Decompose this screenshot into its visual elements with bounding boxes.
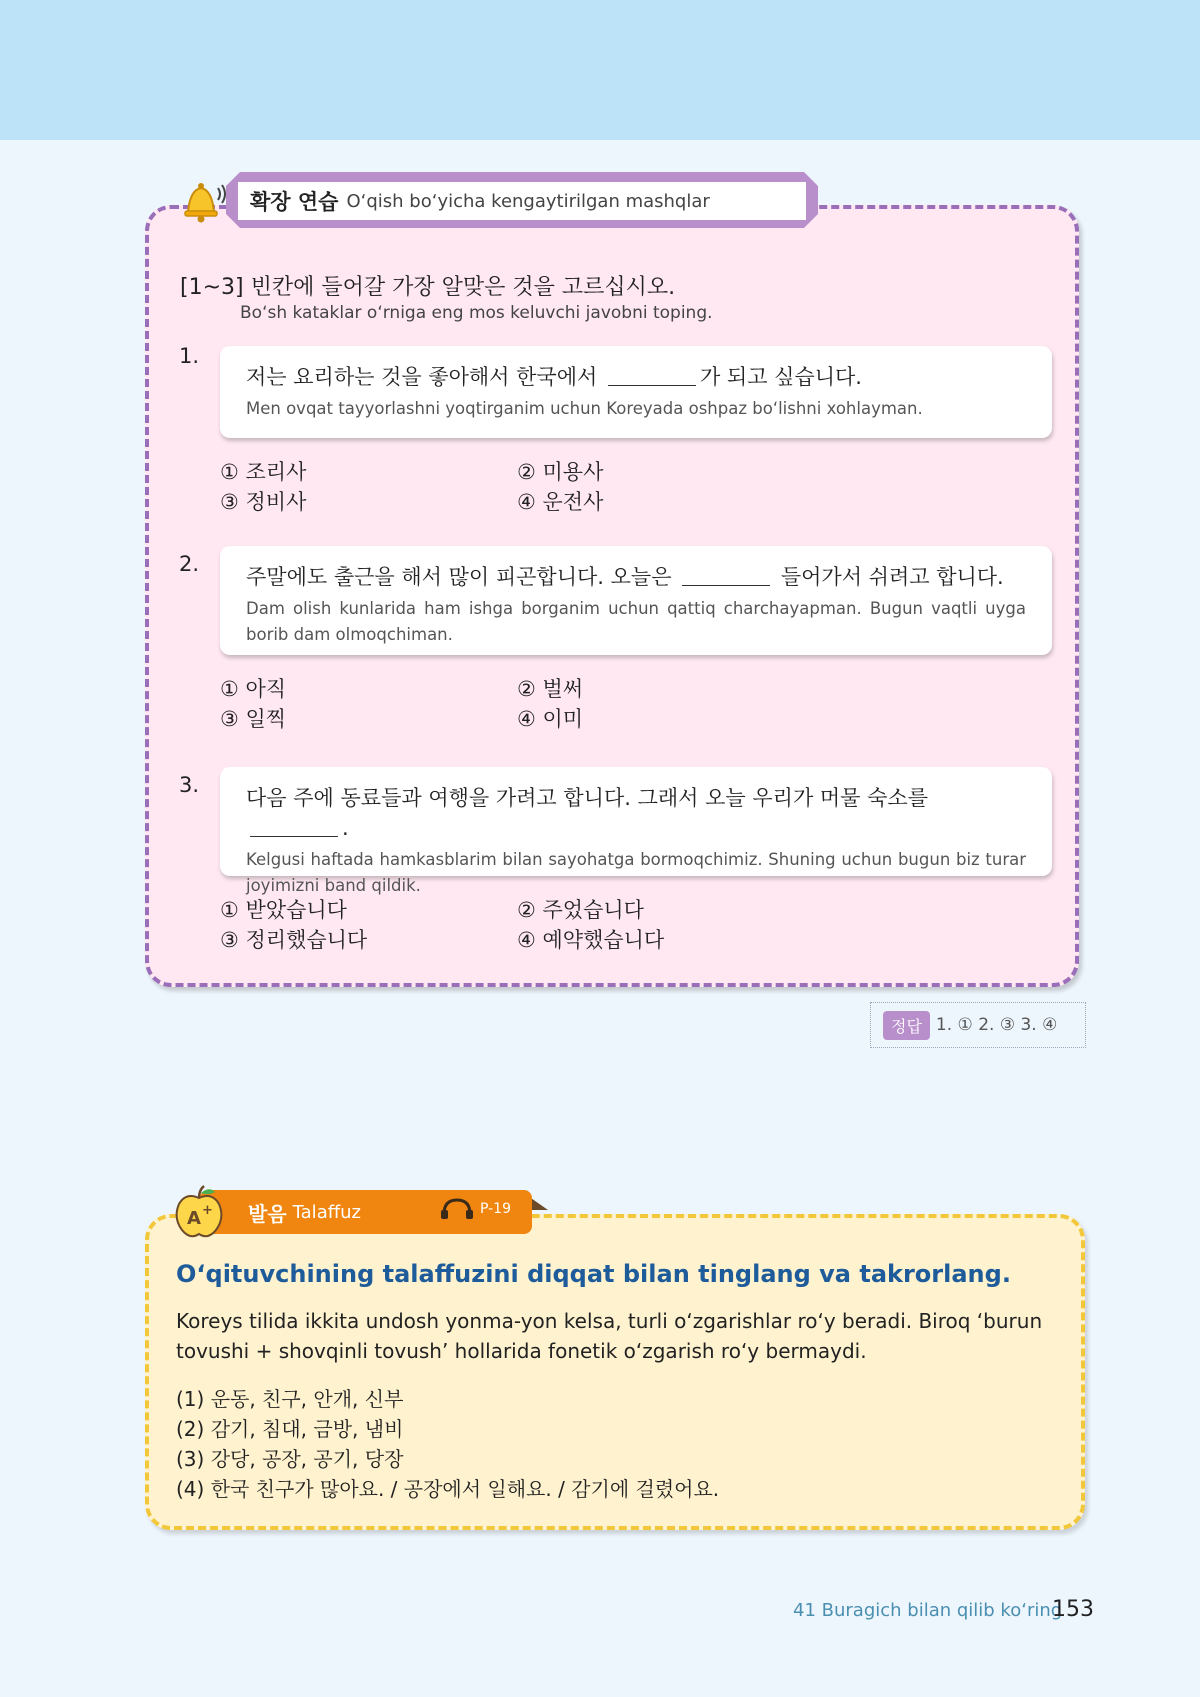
bell-icon (178, 176, 228, 226)
question-text-uz: Dam olish kunlarida ham ishga borganim uchun qattiq charchayapman. Bugun vaqtli uyga borib dam olmoqchiman. (246, 599, 1026, 644)
instruction-uz: Bo‘sh kataklar o‘rniga eng mos keluvchi javobni toping. (240, 303, 713, 323)
option: ③ 정리했습니다 (220, 928, 368, 952)
example-line: (2) 감기, 침대, 금방, 냄비 (176, 1417, 404, 1441)
option: ② 미용사 (517, 460, 604, 484)
question-text-uz: Men ovqat tayyorlashni yoqtirganim uchun Koreyada oshpaz bo‘lishni xohlayman. (246, 399, 923, 418)
page-number: 153 (1052, 1597, 1094, 1622)
option: ④ 운전사 (517, 490, 604, 514)
audio-ref: P-19 (480, 1201, 512, 1217)
audio-track[interactable] (440, 1198, 511, 1220)
top-band (0, 0, 1200, 140)
answer-blank (608, 365, 696, 386)
example-line: (3) 강당, 공장, 공기, 당장 (176, 1447, 404, 1471)
pronunciation-description: Koreys tilida ikkita undosh yonma-yon kelsa, turli o‘zgarishlar ro‘y beradi. Biroq ‘burun tovushi + shovqinli tovush’ hollarida fonetik o‘zgarish ro‘y bermaydi. (176, 1309, 1043, 1363)
option: ① 조리사 (220, 460, 307, 484)
headphones-icon (440, 1198, 474, 1220)
svg-text:+: + (202, 1203, 213, 1218)
pronunciation-heading: O‘qituvchining talaffuzini diqqat bilan tinglang va takrorlang. (176, 1260, 1011, 1288)
option: ③ 일찍 (220, 707, 287, 731)
question-text-ko: 다음 주에 동료들과 여행을 가려고 합니다. 그래서 오늘 우리가 머물 숙소를 . (246, 786, 929, 840)
chapter-title: 41 Buragich bilan qilib ko‘ring (793, 1600, 1063, 1621)
question-card (220, 546, 1052, 655)
pronunciation-title-ko: 발음 (248, 1201, 287, 1226)
option: ③ 정비사 (220, 490, 307, 514)
question-number: 1. (179, 344, 200, 368)
question-number: 2. (179, 552, 200, 576)
option: ② 벌써 (517, 677, 584, 701)
example-line: (4) 한국 친구가 많아요. / 공장에서 일해요. / 감기에 걸렸어요. (176, 1477, 720, 1501)
question-card (220, 346, 1052, 438)
apple-grade-icon (172, 1184, 226, 1240)
practice-title-uz: O‘qish bo‘yicha kengaytirilgan mashqlar (346, 190, 710, 212)
practice-title-ko: 확장 연습 (250, 190, 339, 214)
option: ④ 이미 (517, 707, 584, 731)
question-number: 3. (179, 773, 200, 797)
practice-banner-label (238, 182, 806, 220)
option: ④ 예약했습니다 (517, 928, 665, 952)
question-text-uz: Kelgusi haftada hamkasblarim bilan sayohatga bormoqchimiz. Shuning uchun bugun biz turar joyimizni band qildik. (246, 850, 1026, 895)
question-card (220, 767, 1052, 895)
question-text-ko: 주말에도 출근을 해서 많이 피곤합니다. 오늘은 들어가서 쉬려고 합니다. (246, 565, 1004, 589)
option: ① 아직 (220, 677, 287, 701)
question-text-ko: 저는 요리하는 것을 좋아해서 한국에서 가 되고 싶습니다. (246, 365, 862, 389)
answer-label: 정답 (883, 1011, 930, 1040)
answer-blank (682, 565, 770, 586)
svg-text:A: A (187, 1208, 201, 1229)
example-line: (1) 운동, 친구, 안개, 신부 (176, 1387, 404, 1411)
option: ② 주었습니다 (517, 898, 644, 922)
pronunciation-title-uz: Talaffuz (292, 1201, 361, 1223)
answer-text: 1. ① 2. ③ 3. ④ (935, 1015, 1058, 1035)
answer-blank (250, 816, 338, 837)
answer-key (870, 1002, 1086, 1048)
instruction-ko: [1~3] 빈칸에 들어갈 가장 알맞은 것을 고르십시오. (180, 275, 676, 300)
option: ① 받았습니다 (220, 898, 347, 922)
